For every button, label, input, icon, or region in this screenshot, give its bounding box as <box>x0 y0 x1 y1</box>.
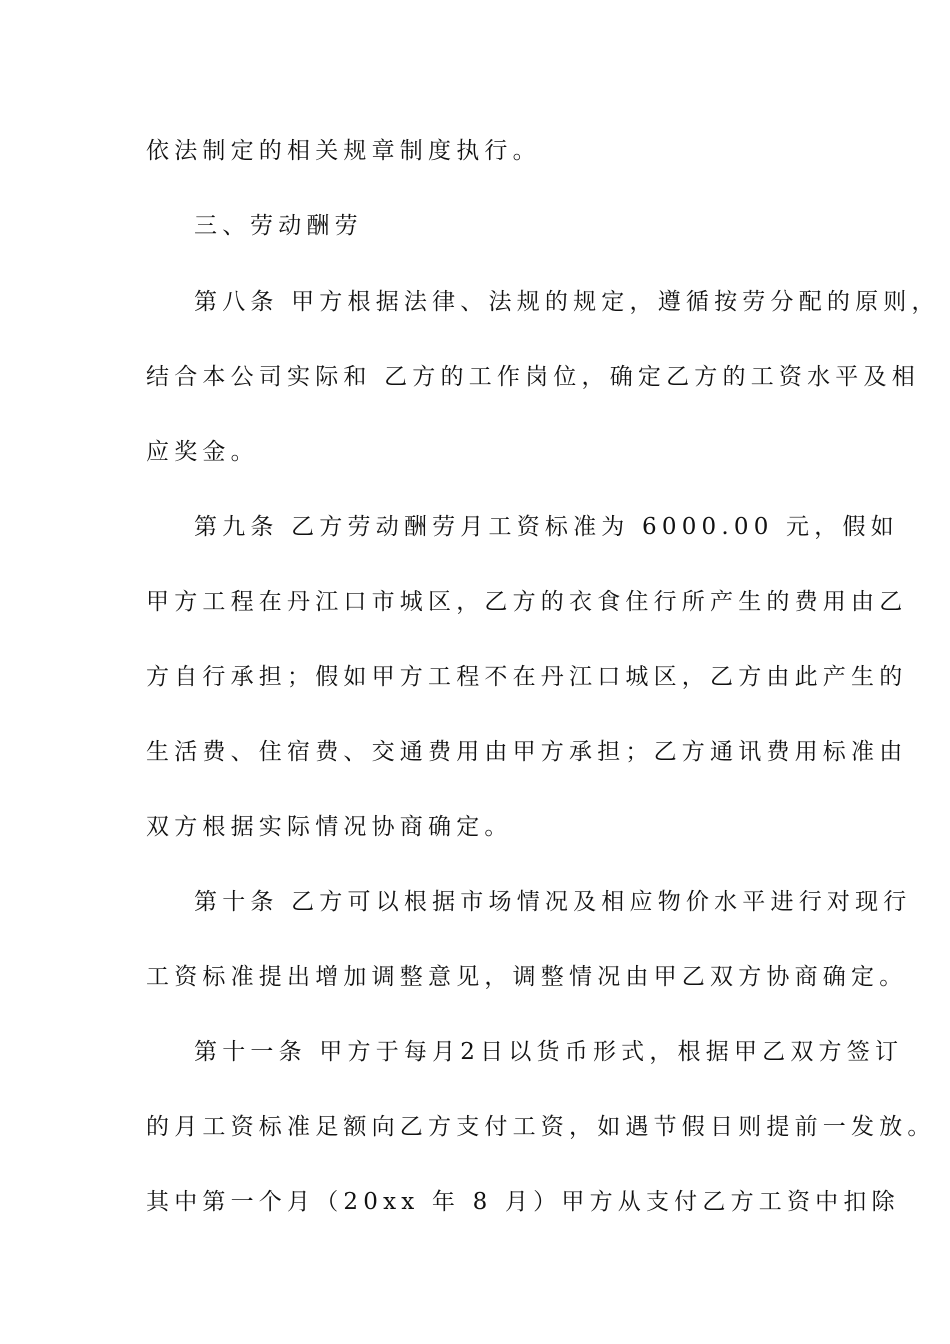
body-text-line: 结合本公司实际和 乙方的工作岗位，确定乙方的工资水平及相 <box>146 364 920 390</box>
article-8-line: 第八条 甲方根据法律、法规的规定，遵循按劳分配的原则， <box>194 289 940 315</box>
body-text-line: 依法制定的相关规章制度执行。 <box>146 138 541 164</box>
body-text-line: 应奖金。 <box>146 439 259 465</box>
section-title: 劳动酬劳 <box>250 213 363 239</box>
body-text-line: 工资标准提出增加调整意见，调整情况由甲乙双方协商确定。 <box>146 964 908 990</box>
body-text-line: 方自行承担；假如甲方工程不在丹江口城区，乙方由此产生的 <box>146 664 908 690</box>
body-text-line: 生活费、住宿费、交通费用由甲方承担；乙方通讯费用标准由 <box>146 739 908 765</box>
section-number: 三、 <box>194 213 251 239</box>
body-text-line: 其中第一个月（20xx 年 8 月）甲方从支付乙方工资中扣除 <box>146 1189 900 1215</box>
section-heading <box>194 211 363 241</box>
body-text-line: 甲方工程在丹江口市城区，乙方的衣食住行所产生的费用由乙 <box>146 589 908 615</box>
article-10-line: 第十条 乙方可以根据市场情况及相应物价水平进行对现行 <box>194 889 912 915</box>
body-text-line: 的月工资标准足额向乙方支付工资，如遇节假日则提前一发放。 <box>146 1114 936 1140</box>
article-11-line: 第十一条 甲方于每月2日以货币形式，根据甲乙双方签订 <box>194 1039 904 1065</box>
article-9-line: 第九条 乙方劳动酬劳月工资标准为 6000.00 元，假如 <box>194 514 899 540</box>
body-text-line: 双方根据实际情况协商确定。 <box>146 814 513 840</box>
